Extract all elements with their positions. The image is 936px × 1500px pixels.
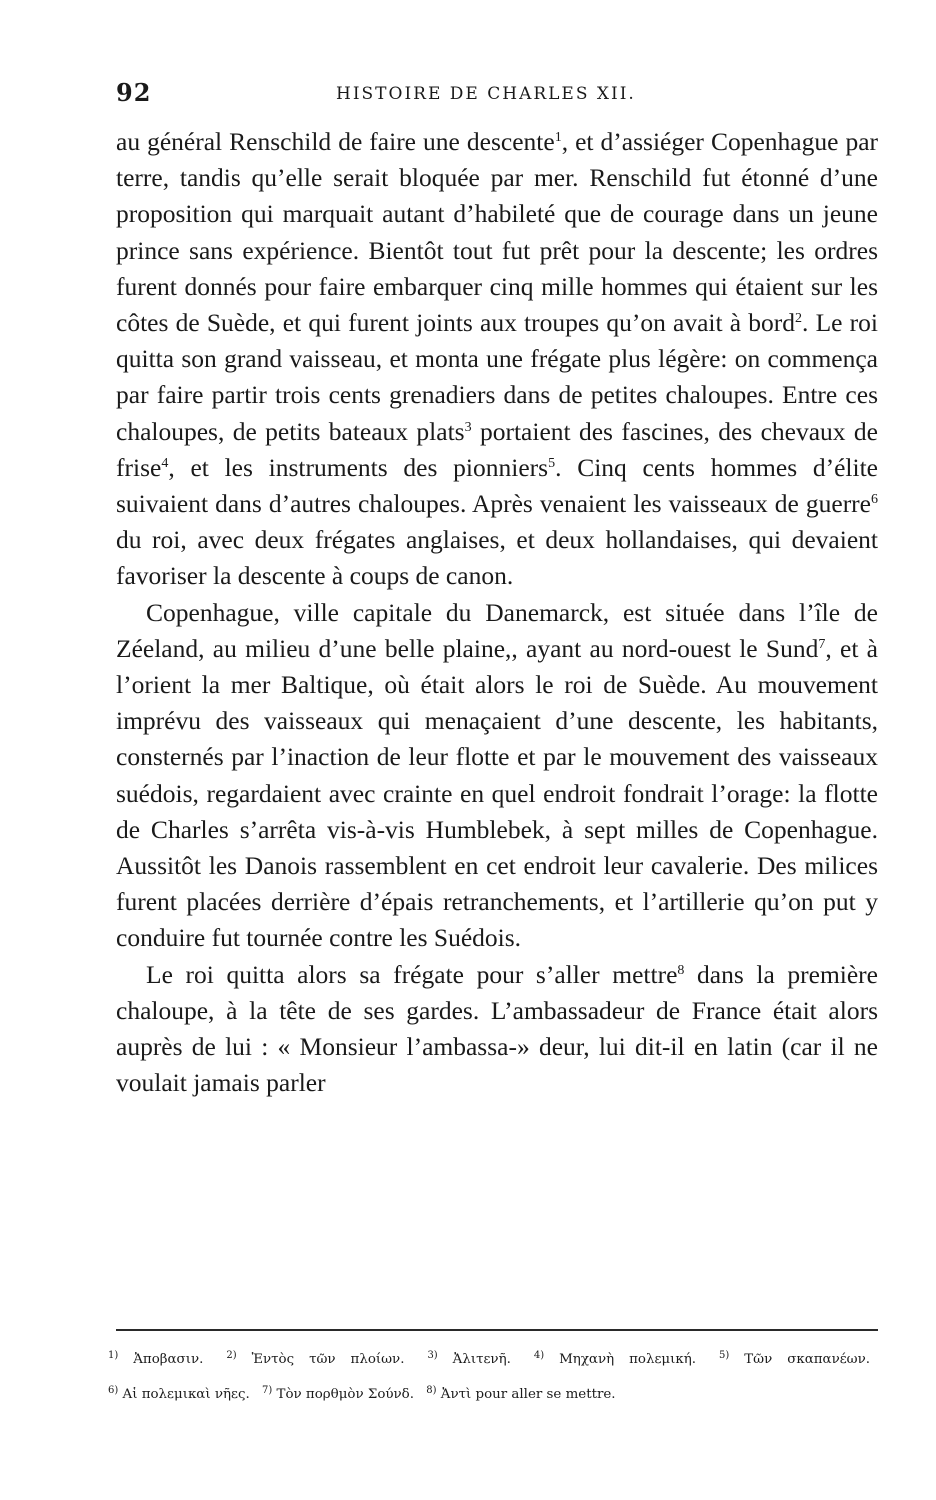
page-number: 92 <box>116 78 152 107</box>
footnote-reference: 4 <box>161 455 169 471</box>
text-run: . Cinq cents hommes d’élite suivaient dans d’autres chaloupes. Après venaient les vaisseaux de guerre <box>116 452 878 519</box>
footnote-text: Ἀποβασιν. <box>118 1352 204 1367</box>
footnote-text: Αἱ πολεμικαὶ νῆες. <box>118 1387 250 1402</box>
footnote-text: Ἀλιτενῆ. <box>437 1352 511 1367</box>
footnote <box>108 1387 250 1402</box>
footnote <box>426 1387 615 1402</box>
footnote-reference: 1 <box>554 130 562 145</box>
footnote-reference: 3 <box>464 419 472 435</box>
footnote <box>427 1352 510 1367</box>
main-text <box>116 124 878 1101</box>
footnote-mark: 6) <box>108 1385 119 1396</box>
running-head: HISTOIRE DE CHARLES XII. <box>336 84 636 104</box>
paragraph <box>116 957 878 1102</box>
text-run: , et les instruments des pionniers <box>168 452 549 482</box>
footnote <box>262 1387 414 1402</box>
text-run: dans la première chaloupe, à la tête de ses gardes. L’ambassadeur de France était alors auprès de lui : « Monsieur l’ambassa-» deur, lui dit-il en latin (car il ne voulait jamais parler <box>116 959 878 1098</box>
footnote-reference: 6 <box>871 492 878 508</box>
text-run: Copenhague, ville capitale du Danemarck, est située dans l’île de Zéeland, au milieu d’une belle plaine,, ayant au nord-ouest le Sund <box>116 597 878 663</box>
footnote-text: Μηχανὴ πολεμική. <box>544 1352 697 1367</box>
paragraph <box>116 124 878 595</box>
footnote-mark: 2) <box>226 1350 237 1361</box>
footnote-mark: 1) <box>108 1350 119 1361</box>
text-run: du roi, avec deux frégates anglaises, et deux hollandaises, qui devaient favoriser la descente à coups de canon. <box>116 525 878 591</box>
footnote <box>226 1352 404 1367</box>
text-run: au général Renschild de faire une descente <box>116 127 555 156</box>
footnote-reference: 7 <box>818 636 826 652</box>
footnote-mark: 7) <box>261 1385 273 1396</box>
page-header <box>116 78 876 108</box>
footnote-mark: 3) <box>427 1350 438 1361</box>
footnote-separator <box>116 1329 878 1331</box>
footnote-text: Ἐντὸς τῶν πλοίων. <box>236 1352 405 1367</box>
text-run: , et d’assiéger Copenhague par terre, tandis qu’elle serait bloquée par mer. Renschild fut étonné d’une proposition qui marquait autant d’habileté que de courage dans un jeune prince sans expérience. Bientôt tout fut prêt pour la descente; les ordres furent donnés pour faire embarquer cinq mille hommes qui étaient sur les côtes de Suède, et qui furent joints aux troupes qu’on avait à bord <box>116 127 879 338</box>
footnote <box>534 1352 696 1367</box>
footnote <box>719 1352 870 1367</box>
footnote-reference: 5 <box>548 455 556 471</box>
paragraph <box>116 595 878 957</box>
footnote-text: Τῶν σκαπανέων. <box>729 1352 870 1367</box>
footnote-text: Τὸν πορθμὸν Σούνδ. <box>272 1387 414 1402</box>
footnote-mark: 8) <box>426 1385 437 1396</box>
text-run: . Le roi quitta son grand vaisseau, et monta une frégate plus légère: on commença par faire partir trois cents grenadiers dans de petites chaloupes. Entre ces chaloupes, de petits bateaux plats <box>116 308 878 446</box>
footnotes <box>108 1340 878 1410</box>
text-run: Le roi quitta alors sa frégate pour s’aller mettre <box>146 959 678 989</box>
text-run: portaient des fascines, des chevaux de frise <box>116 416 878 482</box>
text-run: , et à l’orient la mer Baltique, où était alors le roi de Suède. Au mouvement imprévu des vaisseaux qui menaçaient d’une descente, les habitants, consternés par l’inaction de leur flotte et par le mouvement des vaisseaux suédois, regardaient avec crainte en quel endroit fondrait l’orage: la flotte de Charles s’arrêta vis-à-vis Humblebek, à sept milles de Copenhague. Aussitôt les Danois rassemblent en cet endroit leur cavalerie. Des milices furent placées derrière d’épais retranchements, et l’artillerie qu’on put y conduire fut tournée contre les Suédois. <box>116 633 878 953</box>
footnote-reference: 2 <box>795 311 803 327</box>
footnote-mark: 4) <box>533 1350 545 1361</box>
footnote-text: Ἀντὶ pour aller se mettre. <box>436 1387 616 1402</box>
footnote-reference: 8 <box>677 962 685 978</box>
footnote-mark: 5) <box>719 1350 730 1361</box>
footnote <box>108 1352 203 1367</box>
